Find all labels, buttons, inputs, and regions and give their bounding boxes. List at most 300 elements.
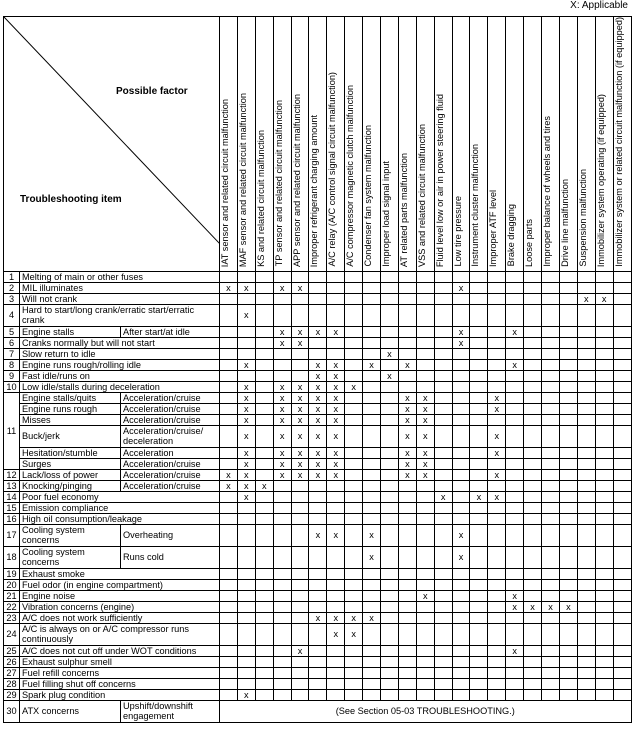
troubleshooting-item: Misses <box>20 414 121 425</box>
applicable-cell <box>470 612 488 623</box>
row-number: 29 <box>4 689 20 700</box>
applicable-cell <box>273 667 291 678</box>
applicable-cell <box>398 502 416 513</box>
applicable-cell <box>291 689 309 700</box>
applicable-cell <box>577 579 595 590</box>
troubleshooting-item: Will not crank <box>20 293 220 304</box>
applicable-cell <box>345 656 363 667</box>
applicable-cell <box>416 491 434 502</box>
applicable-cell <box>345 590 363 601</box>
applicable-cell <box>255 623 273 645</box>
applicable-cell: x <box>488 403 506 414</box>
applicable-cell <box>327 579 345 590</box>
applicable-cell <box>559 282 577 293</box>
applicable-cell <box>595 381 613 392</box>
applicable-cell <box>613 425 631 447</box>
applicable-cell <box>327 645 345 656</box>
applicable-cell <box>470 304 488 326</box>
applicable-cell: x <box>345 623 363 645</box>
applicable-cell: x <box>327 458 345 469</box>
applicable-cell <box>345 480 363 491</box>
applicable-cell <box>220 546 238 568</box>
applicable-cell: x <box>309 458 327 469</box>
applicable-cell <box>363 282 381 293</box>
applicable-cell <box>237 502 255 513</box>
applicable-cell <box>434 293 452 304</box>
factor-label: APP sensor and related circuit malfunction <box>291 93 302 267</box>
applicable-cell: x <box>416 469 434 480</box>
applicable-cell <box>506 458 524 469</box>
applicable-cell <box>470 403 488 414</box>
applicable-cell: x <box>291 326 309 337</box>
applicable-cell <box>345 491 363 502</box>
applicable-cell <box>237 590 255 601</box>
applicable-cell <box>524 678 542 689</box>
applicable-cell <box>542 447 560 458</box>
applicable-cell <box>327 667 345 678</box>
applicable-cell <box>291 590 309 601</box>
applicable-cell <box>345 370 363 381</box>
row-number: 1 <box>4 271 20 282</box>
applicable-cell <box>595 568 613 579</box>
applicable-cell <box>613 491 631 502</box>
applicable-cell <box>577 403 595 414</box>
applicable-cell <box>327 678 345 689</box>
applicable-cell: x <box>237 381 255 392</box>
applicable-cell <box>542 579 560 590</box>
applicable-cell <box>345 601 363 612</box>
applicable-cell <box>363 568 381 579</box>
table-row <box>4 403 632 414</box>
diagonal-line <box>4 17 220 244</box>
troubleshooting-item: Exhaust smoke <box>20 568 220 579</box>
applicable-cell <box>327 304 345 326</box>
applicable-cell <box>452 403 470 414</box>
applicable-cell <box>237 568 255 579</box>
applicable-cell <box>434 689 452 700</box>
applicable-cell <box>559 491 577 502</box>
applicable-cell: x <box>381 370 399 381</box>
applicable-cell <box>452 348 470 359</box>
applicable-cell <box>452 568 470 579</box>
condition: Runs cold <box>121 546 220 568</box>
applicable-cell: x <box>309 447 327 458</box>
table-row <box>4 623 632 645</box>
applicable-cell <box>613 623 631 645</box>
applicable-cell <box>470 425 488 447</box>
applicable-cell <box>434 337 452 348</box>
applicable-cell: x <box>291 282 309 293</box>
applicable-cell <box>452 689 470 700</box>
applicable-cell: x <box>309 414 327 425</box>
applicable-cell <box>220 689 238 700</box>
applicable-cell <box>577 645 595 656</box>
applicable-cell <box>273 293 291 304</box>
applicable-cell <box>506 392 524 403</box>
applicable-cell <box>559 612 577 623</box>
applicable-cell <box>255 359 273 370</box>
applicable-cell <box>291 656 309 667</box>
applicable-cell <box>273 491 291 502</box>
applicable-cell <box>363 502 381 513</box>
applicable-cell <box>345 304 363 326</box>
troubleshooting-item: Fuel filling shut off concerns <box>20 678 220 689</box>
applicable-cell <box>345 524 363 546</box>
applicable-cell <box>506 469 524 480</box>
applicable-cell <box>613 403 631 414</box>
corner-cell <box>4 17 220 272</box>
troubleshooting-item-label: Troubleshooting item <box>20 194 122 205</box>
applicable-cell <box>291 513 309 524</box>
applicable-cell <box>381 502 399 513</box>
applicable-cell <box>291 568 309 579</box>
applicable-cell <box>559 480 577 491</box>
applicable-cell <box>559 568 577 579</box>
applicable-cell <box>577 590 595 601</box>
troubleshooting-item: Melting of main or other fuses <box>20 271 220 282</box>
applicable-cell <box>577 623 595 645</box>
applicable-cell <box>220 667 238 678</box>
applicable-cell <box>237 271 255 282</box>
applicable-cell <box>524 337 542 348</box>
applicable-cell <box>434 502 452 513</box>
table-row <box>4 524 632 546</box>
applicable-cell <box>273 370 291 381</box>
applicable-cell <box>345 348 363 359</box>
factor-header <box>327 17 345 272</box>
applicable-cell <box>381 326 399 337</box>
factor-header <box>577 17 595 272</box>
row-number: 2 <box>4 282 20 293</box>
factor-header <box>398 17 416 272</box>
applicable-cell <box>524 425 542 447</box>
table-row <box>4 546 632 568</box>
applicable-cell <box>595 623 613 645</box>
applicable-cell <box>542 612 560 623</box>
table-row <box>4 359 632 370</box>
factor-label: Fluid level low or air in power steering fluid <box>434 93 445 267</box>
applicable-cell <box>542 469 560 480</box>
applicable-cell <box>506 524 524 546</box>
applicable-cell <box>542 425 560 447</box>
applicable-cell <box>488 282 506 293</box>
applicable-cell <box>416 480 434 491</box>
applicable-cell <box>381 590 399 601</box>
applicable-cell <box>416 612 434 623</box>
applicable-cell <box>577 458 595 469</box>
applicable-cell <box>237 326 255 337</box>
applicable-cell <box>363 414 381 425</box>
applicable-cell <box>524 513 542 524</box>
applicable-cell <box>220 359 238 370</box>
applicable-cell <box>452 469 470 480</box>
applicable-cell <box>309 645 327 656</box>
table-row <box>4 370 632 381</box>
applicable-cell: x <box>452 546 470 568</box>
applicable-cell: x <box>237 282 255 293</box>
applicable-cell <box>470 590 488 601</box>
applicable-cell <box>506 304 524 326</box>
applicable-cell <box>381 546 399 568</box>
applicable-cell: x <box>416 392 434 403</box>
applicable-cell <box>434 667 452 678</box>
applicable-cell <box>363 370 381 381</box>
applicable-cell <box>613 645 631 656</box>
applicable-cell <box>237 656 255 667</box>
applicable-cell <box>613 656 631 667</box>
factor-label: TP sensor and related circuit malfunction <box>273 100 284 267</box>
applicable-cell <box>309 513 327 524</box>
table-row <box>4 480 632 491</box>
applicable-cell: x <box>237 480 255 491</box>
applicable-cell <box>255 590 273 601</box>
applicable-cell <box>309 282 327 293</box>
applicable-cell <box>488 271 506 282</box>
applicable-cell: x <box>237 304 255 326</box>
applicable-cell <box>381 678 399 689</box>
applicable-cell <box>542 337 560 348</box>
applicable-cell <box>542 678 560 689</box>
applicable-cell <box>255 601 273 612</box>
applicable-cell <box>488 293 506 304</box>
applicable-cell: x <box>273 447 291 458</box>
applicable-cell <box>452 414 470 425</box>
applicable-cell: x <box>237 447 255 458</box>
applicable-cell <box>363 403 381 414</box>
table-row <box>4 469 632 480</box>
troubleshooting-item: Fuel refill concerns <box>20 667 220 678</box>
applicable-cell: x <box>559 601 577 612</box>
applicable-cell <box>595 282 613 293</box>
applicable-cell <box>559 458 577 469</box>
row-number: 18 <box>4 546 20 568</box>
applicable-cell <box>381 381 399 392</box>
applicable-cell <box>327 491 345 502</box>
applicable-cell <box>220 370 238 381</box>
factor-label: Improper ATF level <box>488 189 499 267</box>
applicable-cell <box>595 359 613 370</box>
applicable-cell <box>381 414 399 425</box>
applicable-cell <box>559 524 577 546</box>
factor-header <box>220 17 238 272</box>
applicable-cell <box>613 469 631 480</box>
applicable-cell: x <box>327 612 345 623</box>
applicable-cell <box>363 293 381 304</box>
troubleshooting-item: Engine stalls/quits <box>20 392 121 403</box>
applicable-cell <box>488 359 506 370</box>
applicable-cell <box>398 568 416 579</box>
applicable-cell <box>524 381 542 392</box>
applicable-cell <box>220 623 238 645</box>
applicable-cell <box>452 612 470 623</box>
applicable-cell <box>220 568 238 579</box>
applicable-cell <box>220 392 238 403</box>
applicable-cell <box>220 271 238 282</box>
applicable-cell: x <box>309 381 327 392</box>
applicable-cell <box>452 579 470 590</box>
troubleshooting-item: Buck/jerk <box>20 425 121 447</box>
applicable-cell: x <box>273 337 291 348</box>
applicable-cell <box>577 381 595 392</box>
applicable-cell <box>255 469 273 480</box>
applicable-cell <box>363 601 381 612</box>
applicable-cell: x <box>398 469 416 480</box>
applicable-cell <box>577 469 595 480</box>
applicable-cell <box>577 546 595 568</box>
applicable-cell <box>434 414 452 425</box>
applicable-cell: x <box>398 447 416 458</box>
applicable-cell <box>577 678 595 689</box>
factor-header <box>416 17 434 272</box>
table-row <box>4 601 632 612</box>
factor-header <box>524 17 542 272</box>
applicable-cell <box>398 590 416 601</box>
applicable-cell <box>381 623 399 645</box>
applicable-cell <box>381 612 399 623</box>
applicable-cell: x <box>577 293 595 304</box>
applicable-cell <box>237 337 255 348</box>
applicable-cell <box>220 458 238 469</box>
applicable-cell <box>452 425 470 447</box>
applicable-cell <box>595 480 613 491</box>
applicable-cell <box>273 271 291 282</box>
applicable-cell <box>381 491 399 502</box>
applicable-cell <box>398 667 416 678</box>
applicable-cell <box>577 414 595 425</box>
applicable-cell <box>470 546 488 568</box>
applicable-cell: x <box>273 458 291 469</box>
applicable-cell <box>434 403 452 414</box>
applicable-cell <box>291 491 309 502</box>
applicable-cell <box>309 348 327 359</box>
applicable-cell <box>434 601 452 612</box>
applicable-cell <box>434 579 452 590</box>
applicable-cell <box>273 623 291 645</box>
applicable-cell <box>559 359 577 370</box>
applicable-cell <box>416 381 434 392</box>
applicable-cell <box>363 458 381 469</box>
applicable-cell <box>398 326 416 337</box>
applicable-cell <box>506 403 524 414</box>
applicable-cell <box>273 480 291 491</box>
applicable-cell <box>613 447 631 458</box>
applicable-cell <box>255 678 273 689</box>
applicable-cell <box>434 381 452 392</box>
applicable-cell <box>309 590 327 601</box>
applicable-cell <box>577 524 595 546</box>
applicable-cell <box>381 282 399 293</box>
applicable-cell: x <box>398 392 416 403</box>
applicable-cell <box>381 579 399 590</box>
applicable-cell <box>220 293 238 304</box>
applicable-cell: x <box>237 359 255 370</box>
applicable-cell <box>291 667 309 678</box>
applicable-cell <box>488 348 506 359</box>
applicable-cell: x <box>273 381 291 392</box>
applicable-cell <box>220 414 238 425</box>
applicable-cell <box>577 447 595 458</box>
applicable-cell <box>452 513 470 524</box>
applicable-cell <box>416 337 434 348</box>
see-section-note: (See Section 05-03 TROUBLESHOOTING.) <box>220 700 631 722</box>
applicable-cell <box>416 513 434 524</box>
applicable-cell: x <box>345 612 363 623</box>
applicable-cell <box>434 469 452 480</box>
applicable-cell <box>542 359 560 370</box>
factor-label: Improper balance of wheels and tires <box>542 116 553 267</box>
applicable-cell <box>559 370 577 381</box>
factor-header <box>309 17 327 272</box>
troubleshooting-item: A/C does not work sufficiently <box>20 612 220 623</box>
applicable-cell <box>363 491 381 502</box>
applicable-cell <box>452 656 470 667</box>
applicable-cell <box>398 337 416 348</box>
condition: Acceleration <box>121 447 220 458</box>
applicable-cell <box>434 568 452 579</box>
factor-header <box>237 17 255 272</box>
applicable-cell <box>524 546 542 568</box>
applicable-cell <box>452 491 470 502</box>
row-number: 9 <box>4 370 20 381</box>
applicable-cell <box>470 348 488 359</box>
applicable-cell <box>255 612 273 623</box>
applicable-cell: x <box>309 326 327 337</box>
applicable-cell <box>506 480 524 491</box>
applicable-cell: x <box>416 590 434 601</box>
applicable-cell <box>345 282 363 293</box>
applicable-cell <box>327 513 345 524</box>
row-number: 22 <box>4 601 20 612</box>
applicable-cell <box>381 689 399 700</box>
applicable-cell <box>452 381 470 392</box>
applicable-cell <box>524 447 542 458</box>
applicable-cell <box>381 447 399 458</box>
applicable-cell <box>613 414 631 425</box>
applicable-cell <box>488 513 506 524</box>
applicable-cell <box>506 491 524 502</box>
applicable-cell <box>524 656 542 667</box>
applicable-cell <box>327 282 345 293</box>
applicable-cell <box>595 678 613 689</box>
applicable-cell <box>470 513 488 524</box>
applicable-cell <box>273 612 291 623</box>
applicable-cell <box>434 447 452 458</box>
applicable-cell <box>363 425 381 447</box>
factor-label: Improper refrigerant charging amount <box>309 114 320 267</box>
table-row <box>4 271 632 282</box>
applicable-cell <box>470 524 488 546</box>
applicable-cell <box>559 425 577 447</box>
applicable-cell <box>345 392 363 403</box>
table-row <box>4 458 632 469</box>
applicable-cell: x <box>237 491 255 502</box>
applicable-cell <box>220 491 238 502</box>
factor-header <box>488 17 506 272</box>
factor-label: Immobilizer system operating (if equipped) <box>595 93 606 267</box>
applicable-cell: x <box>363 612 381 623</box>
applicable-cell <box>416 282 434 293</box>
applicable-cell <box>255 271 273 282</box>
condition: Upshift/downshift engagement <box>121 700 220 722</box>
table-row <box>4 337 632 348</box>
applicable-cell <box>452 667 470 678</box>
applicable-cell: x <box>452 524 470 546</box>
factor-label: VSS and related circuit malfunction <box>416 123 427 267</box>
applicable-cell <box>327 689 345 700</box>
applicable-cell: x <box>309 370 327 381</box>
applicable-cell <box>273 304 291 326</box>
applicable-cell <box>381 403 399 414</box>
